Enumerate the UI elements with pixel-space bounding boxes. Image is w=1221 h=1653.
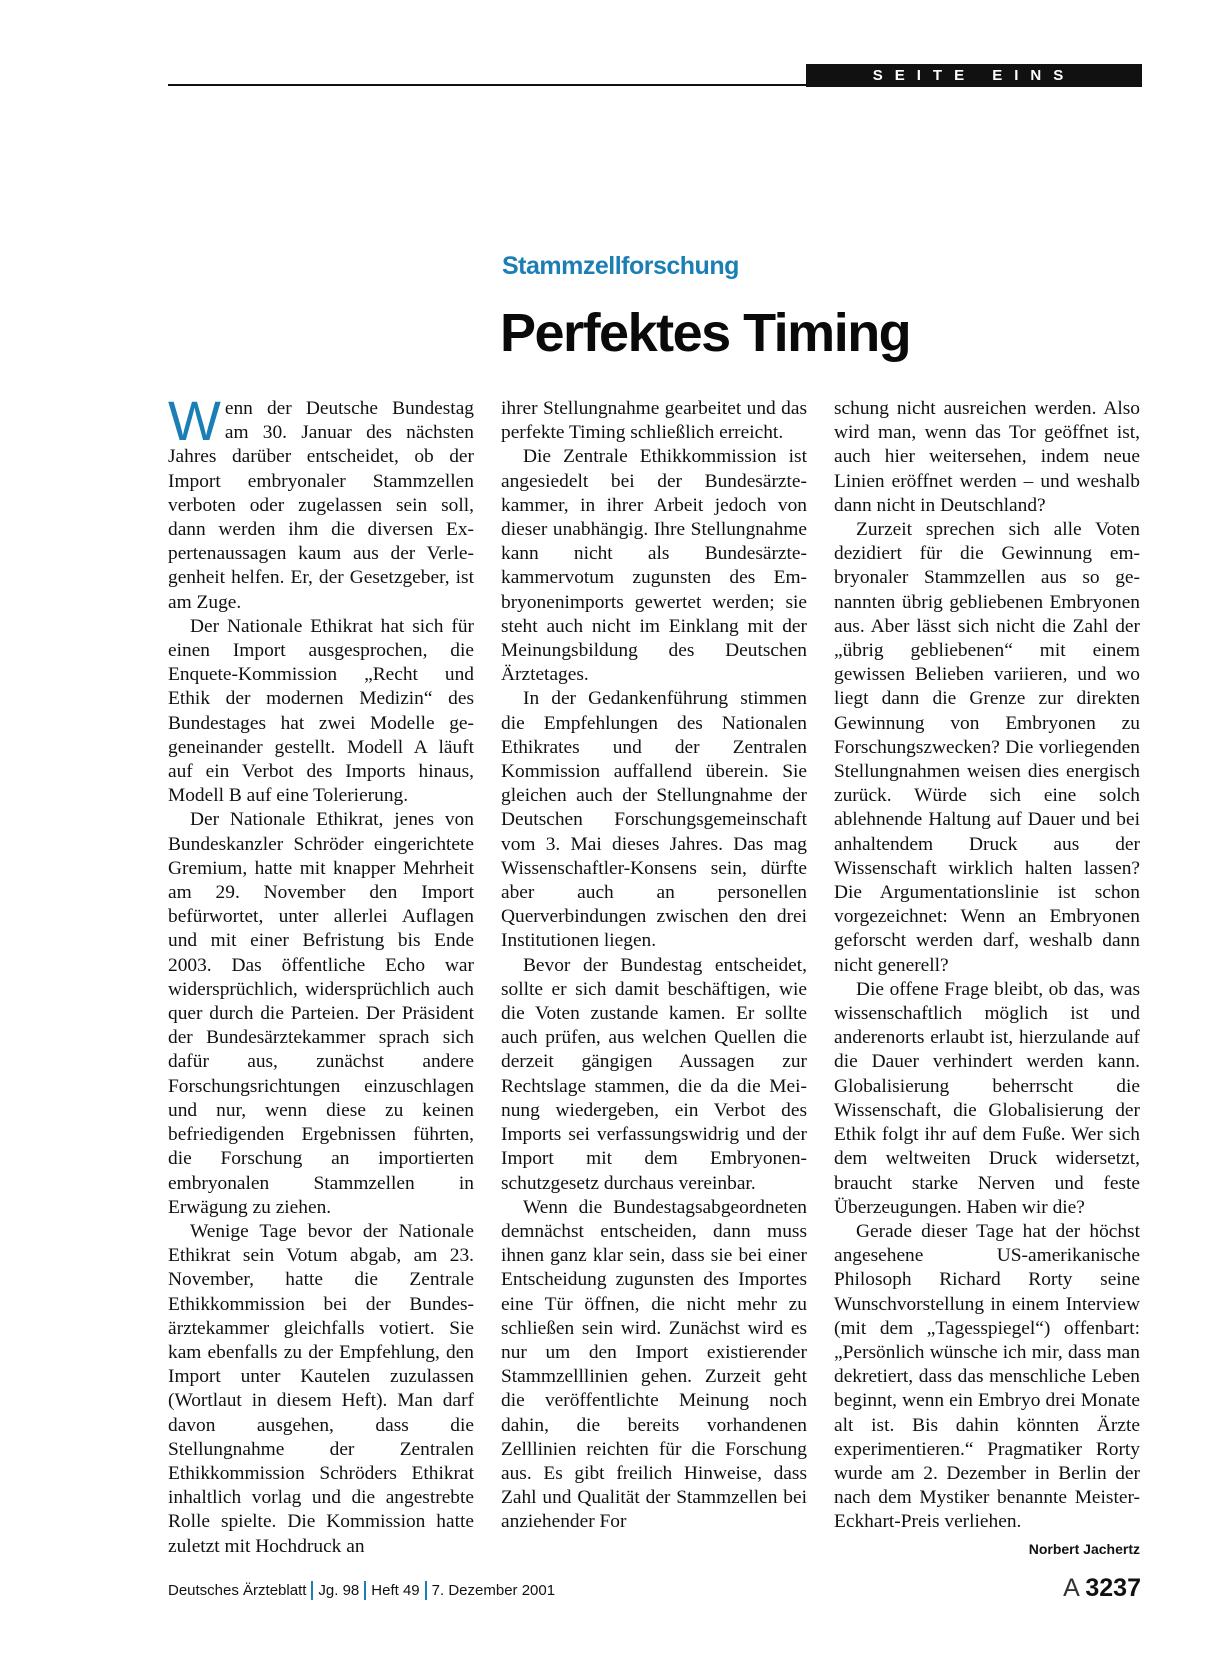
paragraph: Wenige Tage bevor der Nationale Ethikrat sein Votum abgab, am 23. November, hatte die Zentrale Ethikkommission bei der Bundesärztekammer gleichfalls votiert. Sie kam ebenfalls zu der Empfehlung, den Import unter Kautelen zuzulassen (Wortlaut in diesem Heft). Man darf davon ausgehen, dass die Stellungnahme der Zentralen Ethikkommission Schröders Ethikrat inhaltlich vorlag und die angestrebte Rolle spielte. Die Kommission hatte zuletzt mit Hochdruck an bbox=[168, 1220, 474, 1557]
paragraph: Die offene Frage bleibt, ob das, was wissenschaftlich möglich ist und anderenorts erlaubt ist, hierzulande auf die Dauer verhindert werden kann. Globalisierung beherrscht die Wissenschaft, die Globalisierung der Ethik folgt ihr auf dem Fuße. Wer sich dem weltweiten Druck widersetzt, braucht starke Nerven und feste Überzeugungen. Haben wir die? bbox=[834, 978, 1140, 1218]
page-letter: A bbox=[1063, 1574, 1079, 1602]
footer-divider bbox=[425, 1581, 427, 1600]
drop-cap: W bbox=[168, 389, 221, 452]
paragraph: ihrer Stellungnahme gearbeitet und das perfekte Timing schließlich erreicht. bbox=[501, 398, 807, 444]
publication-name: Deutsches Ärzteblatt bbox=[168, 1582, 307, 1599]
paragraph: Zurzeit sprechen sich alle Voten dezidiert für die Gewinnung embryonaler Stammzellen aus so genannten übrig gebliebenen Embryonen aus. Aber lässt sich nicht die Zahl der „übrig gebliebenen“ mit einem gewissen Belieben variieren, und wo liegt dann die Grenze zur direkten Gewinnung von Embryonen zu Forschungszwecken? Die vorliegenden Stellungnahmen weisen dies energisch zurück. Würde sich eine solch ablehnende Haltung auf Dauer und bei anhaltendem Druck aus der Wissenschaft wirklich halten lassen? Die Argumentationslinie ist schon vorgezeichnet: Wenn an Embryonen geforscht werden darf, weshalb dann nicht generell? bbox=[834, 519, 1140, 976]
footer-divider bbox=[311, 1581, 313, 1600]
paragraph: Bevor der Bundestag entscheidet, sollte er sich damit beschäftigen, wie die Voten zustande kamen. Er sollte auch prüfen, aus welchen Quellen die derzeit gängigen Aussagen zur Rechtslage stammen, die da die Meinung wiedergeben, ein Verbot des Imports sei verfassungswidrig und der Import mit dem Embryonenschutzgesetz durchaus vereinbar. bbox=[501, 954, 807, 1194]
article-column-1 bbox=[168, 389, 474, 1559]
issue-date: 7. Dezember 2001 bbox=[431, 1582, 556, 1599]
paragraph: Der Nationale Ethikrat, jenes von Bundeskanzler Schröder eingerichtete Gremium, hatte mit knapper Mehrheit am 29. November den Import befürwortet, unter allerlei Auflagen und mit einer Befristung bis Ende 2003. Das öffentliche Echo war widersprüchlich, widersprüchlich auch quer durch die Parteien. Der Präsident der Bundesärztekammer sprach sich dafür aus, zunächst andere Forschungsrichtungen einzuschlagen und nur, wenn diese zu keinen befriedigenden Ergebnissen führten, die Forschung an importierten embryonalen Stammzellen in Erwägung zu ziehen. bbox=[168, 809, 474, 1218]
article-headline: Perfektes Timing bbox=[500, 303, 911, 363]
paragraph: Wenn der Deutsche Bundestag am 30. Januar des nächsten Jahres darüber entscheidet, ob der Import embryonaler Stammzellen verboten oder zugelassen sein soll, dann werden ihm die diversen Expertenaussagen kaum aus der Verlegenheit helfen. Er, der Gesetzgeber, ist am Zuge. bbox=[168, 389, 474, 613]
article-column-3 bbox=[834, 397, 1140, 1561]
paragraph: Die Zentrale Ethikkommission ist angesiedelt bei der Bundesärztekammer, in ihrer Arbeit jedoch von dieser unabhängig. Ihre Stellungnahme kann nicht als Bundesärztekammervotum zugunsten des Embryonenimports gewertet werden; sie steht auch nicht im Einklang mit der Meinungsbildung des Deutschen Ärztetages. bbox=[501, 446, 807, 686]
volume: Jg. 98 bbox=[318, 1582, 360, 1599]
author-name: Norbert Jachertz bbox=[1028, 1540, 1140, 1557]
section-label: SEITE EINS bbox=[806, 64, 1142, 87]
footer-divider bbox=[364, 1581, 366, 1600]
paragraph: Gerade dieser Tage hat der höchst angesehene US-amerikanische Philosoph Richard Rorty seine Wunschvorstellung in einem Interview (mit dem „Tagesspiegel“) offenbart: „Persönlich wünsche ich mir, dass man dekretiert, dass das menschliche Leben beginnt, wenn ein Embryo drei Monate alt ist. Bis dahin könnten Ärzte experimentieren.“ Pragmatiker Rorty wurde am 2. Dezember in Berlin der nach dem Mystiker benannte Meister-Eckhart-Preis verliehen. Norbert Jachertz bbox=[834, 1220, 1140, 1535]
article-kicker: Stammzellforschung bbox=[502, 252, 739, 280]
page-number bbox=[1063, 1574, 1141, 1603]
page-number-value: 3237 bbox=[1085, 1574, 1141, 1602]
issue: Heft 49 bbox=[371, 1582, 420, 1599]
article-column-2 bbox=[501, 397, 807, 1535]
paragraph: Der Nationale Ethikrat hat sich für einen Import ausgesprochen, die Enquete-Kommission „Recht und Ethik der modernen Medizin“ des Bundestages hat zwei Modelle gegeneinander gestellt. Modell A läuft auf ein Verbot des Imports hinaus, Modell B auf eine Tolerierung. bbox=[168, 615, 474, 807]
paragraph: In der Gedankenführung stimmen die Empfehlungen des Nationalen Ethikrates und der Zentralen Kommission auffallend überein. Sie gleichen auch der Stellungnahme der Deutschen Forschungsgemeinschaft vom 3. Mai dieses Jahres. Das mag Wissenschaftler-Konsens sein, dürfte aber auch an personellen Querverbindungen zwischen den drei Institutionen liegen. bbox=[501, 688, 807, 952]
paragraph: Wenn die Bundestagsabgeordneten demnächst entscheiden, dann muss ihnen ganz klar sein, dass sie bei einer Entscheidung zugunsten des Importes eine Tür öffnen, die nicht mehr zu schließen sein wird. Zunächst wird es nur um den Import existierender Stammzelllinien gehen. Zurzeit geht die veröffentlichte Meinung noch dahin, die bereits vorhandenen Zelllinien reichten für die Forschung aus. Es gibt freilich Hinweise, dass Zahl und Qualität der Stammzellen bei anziehender For bbox=[501, 1196, 807, 1533]
paragraph: schung nicht ausreichen werden. Also wird man, wenn das Tor geöffnet ist, auch hier weitersehen, indem neue Linien eröffnet werden – und weshalb dann nicht in Deutschland? bbox=[834, 398, 1140, 516]
page-footer bbox=[168, 1581, 555, 1600]
